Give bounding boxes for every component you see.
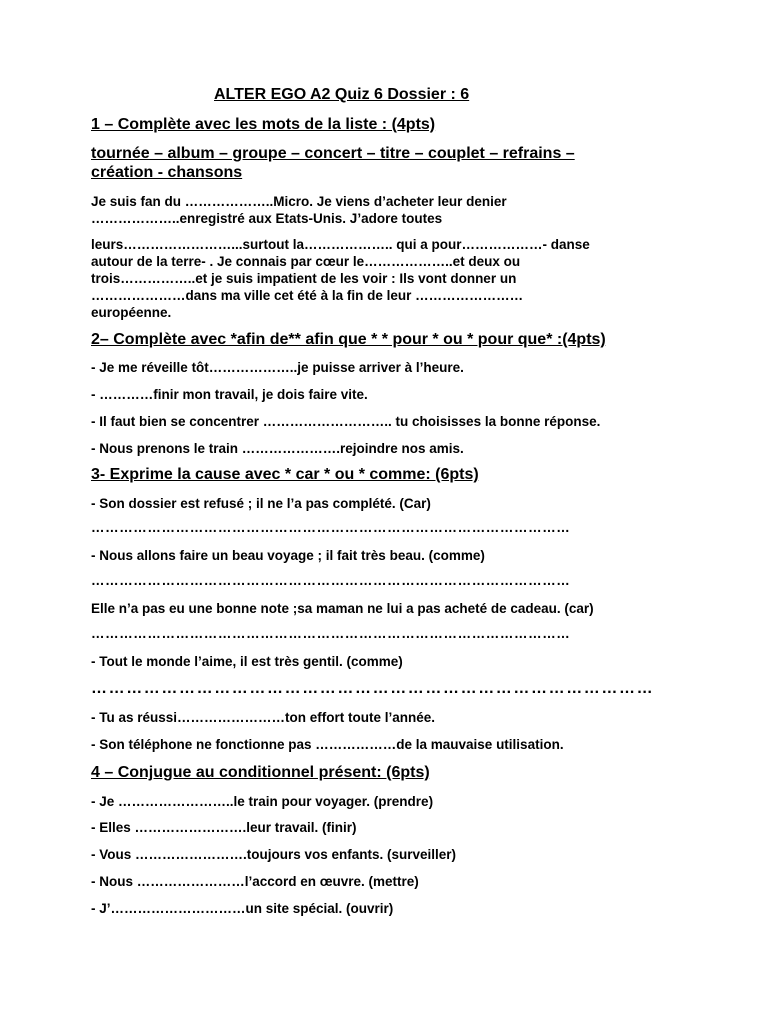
text-line: autour de la terre- . Je connais par cœur le………………..et deux ou (91, 254, 521, 269)
exercise-item: - Nous ……………………l’accord en œuvre. (mettre) (91, 874, 419, 889)
section-2-heading: 2– Complète avec *afin de** afin que * * pour * ou * pour que* :(4pts) (91, 331, 606, 348)
exercise-item: - …………finir mon travail, je dois faire vite. (91, 387, 368, 402)
section-3-heading: 3- Exprime la cause avec * car * ou * comme: (6pts) (91, 466, 479, 483)
exercise-item: - Son téléphone ne fonctionne pas ………………de la mauvaise utilisation. (91, 737, 564, 752)
exercise-item: - Elles …………………….leur travail. (finir) (91, 820, 357, 835)
answer-line: ………………………………………………………………………………………… (91, 573, 571, 588)
text-line: européenne. (91, 305, 172, 320)
exercise-item: - Son dossier est refusé ; il ne l’a pas complété. (Car) (91, 496, 431, 511)
answer-line: ………………………………………………………………………………………… (91, 520, 571, 535)
exercise-item: - Vous …………………….toujours vos enfants. (surveiller) (91, 847, 457, 862)
exercise-item: - Je ……………………..le train pour voyager. (prendre) (91, 794, 434, 809)
exercise-item: - Nous prenons le train ………………….rejoindre nos amis. (91, 441, 464, 456)
exercise-item: - Tout le monde l’aime, il est très gentil. (comme) (91, 654, 403, 669)
answer-line: …………………………………………………………………………………… (91, 680, 655, 697)
word-list-line-1: tournée – album – groupe – concert – titre – couplet – refrains – (91, 145, 575, 162)
exercise-item: - Je me réveille tôt………………..je puisse arriver à l’heure. (91, 360, 464, 375)
exercise-item: - Tu as réussi……………………ton effort toute l’année. (91, 710, 436, 725)
section-4-heading: 4 – Conjugue au conditionnel présent: (6pts) (91, 764, 430, 781)
exercise-item: - Nous allons faire un beau voyage ; il fait très beau. (comme) (91, 548, 485, 563)
section-1-heading: 1 – Complète avec les mots de la liste : (4pts) (91, 116, 436, 133)
exercise-item: - Il faut bien se concentrer ……………………….. tu choisisses la bonne réponse. (91, 414, 601, 429)
text-line: trois……………..et je suis impatient de les voir : Ils vont donner un (91, 271, 517, 286)
page-title: ALTER EGO A2 Quiz 6 Dossier : 6 (214, 86, 470, 103)
text-line: ………………..enregistré aux Etats-Unis. J’adore toutes (91, 211, 443, 226)
text-line: …………………dans ma ville cet été à la fin de leur …………………… (91, 288, 524, 303)
word-list-line-2: création - chansons (91, 164, 243, 181)
text-line: leurs……………………...surtout la……………….. qui a pour………………- danse (91, 237, 590, 252)
answer-line: ………………………………………………………………………………………… (91, 626, 571, 641)
exercise-item: - J’…………………………un site spécial. (ouvrir) (91, 901, 394, 916)
text-line: Je suis fan du ………………..Micro. Je viens d’acheter leur denier (91, 194, 507, 209)
exercise-item: Elle n’a pas eu une bonne note ;sa maman ne lui a pas acheté de cadeau. (car) (91, 601, 594, 616)
